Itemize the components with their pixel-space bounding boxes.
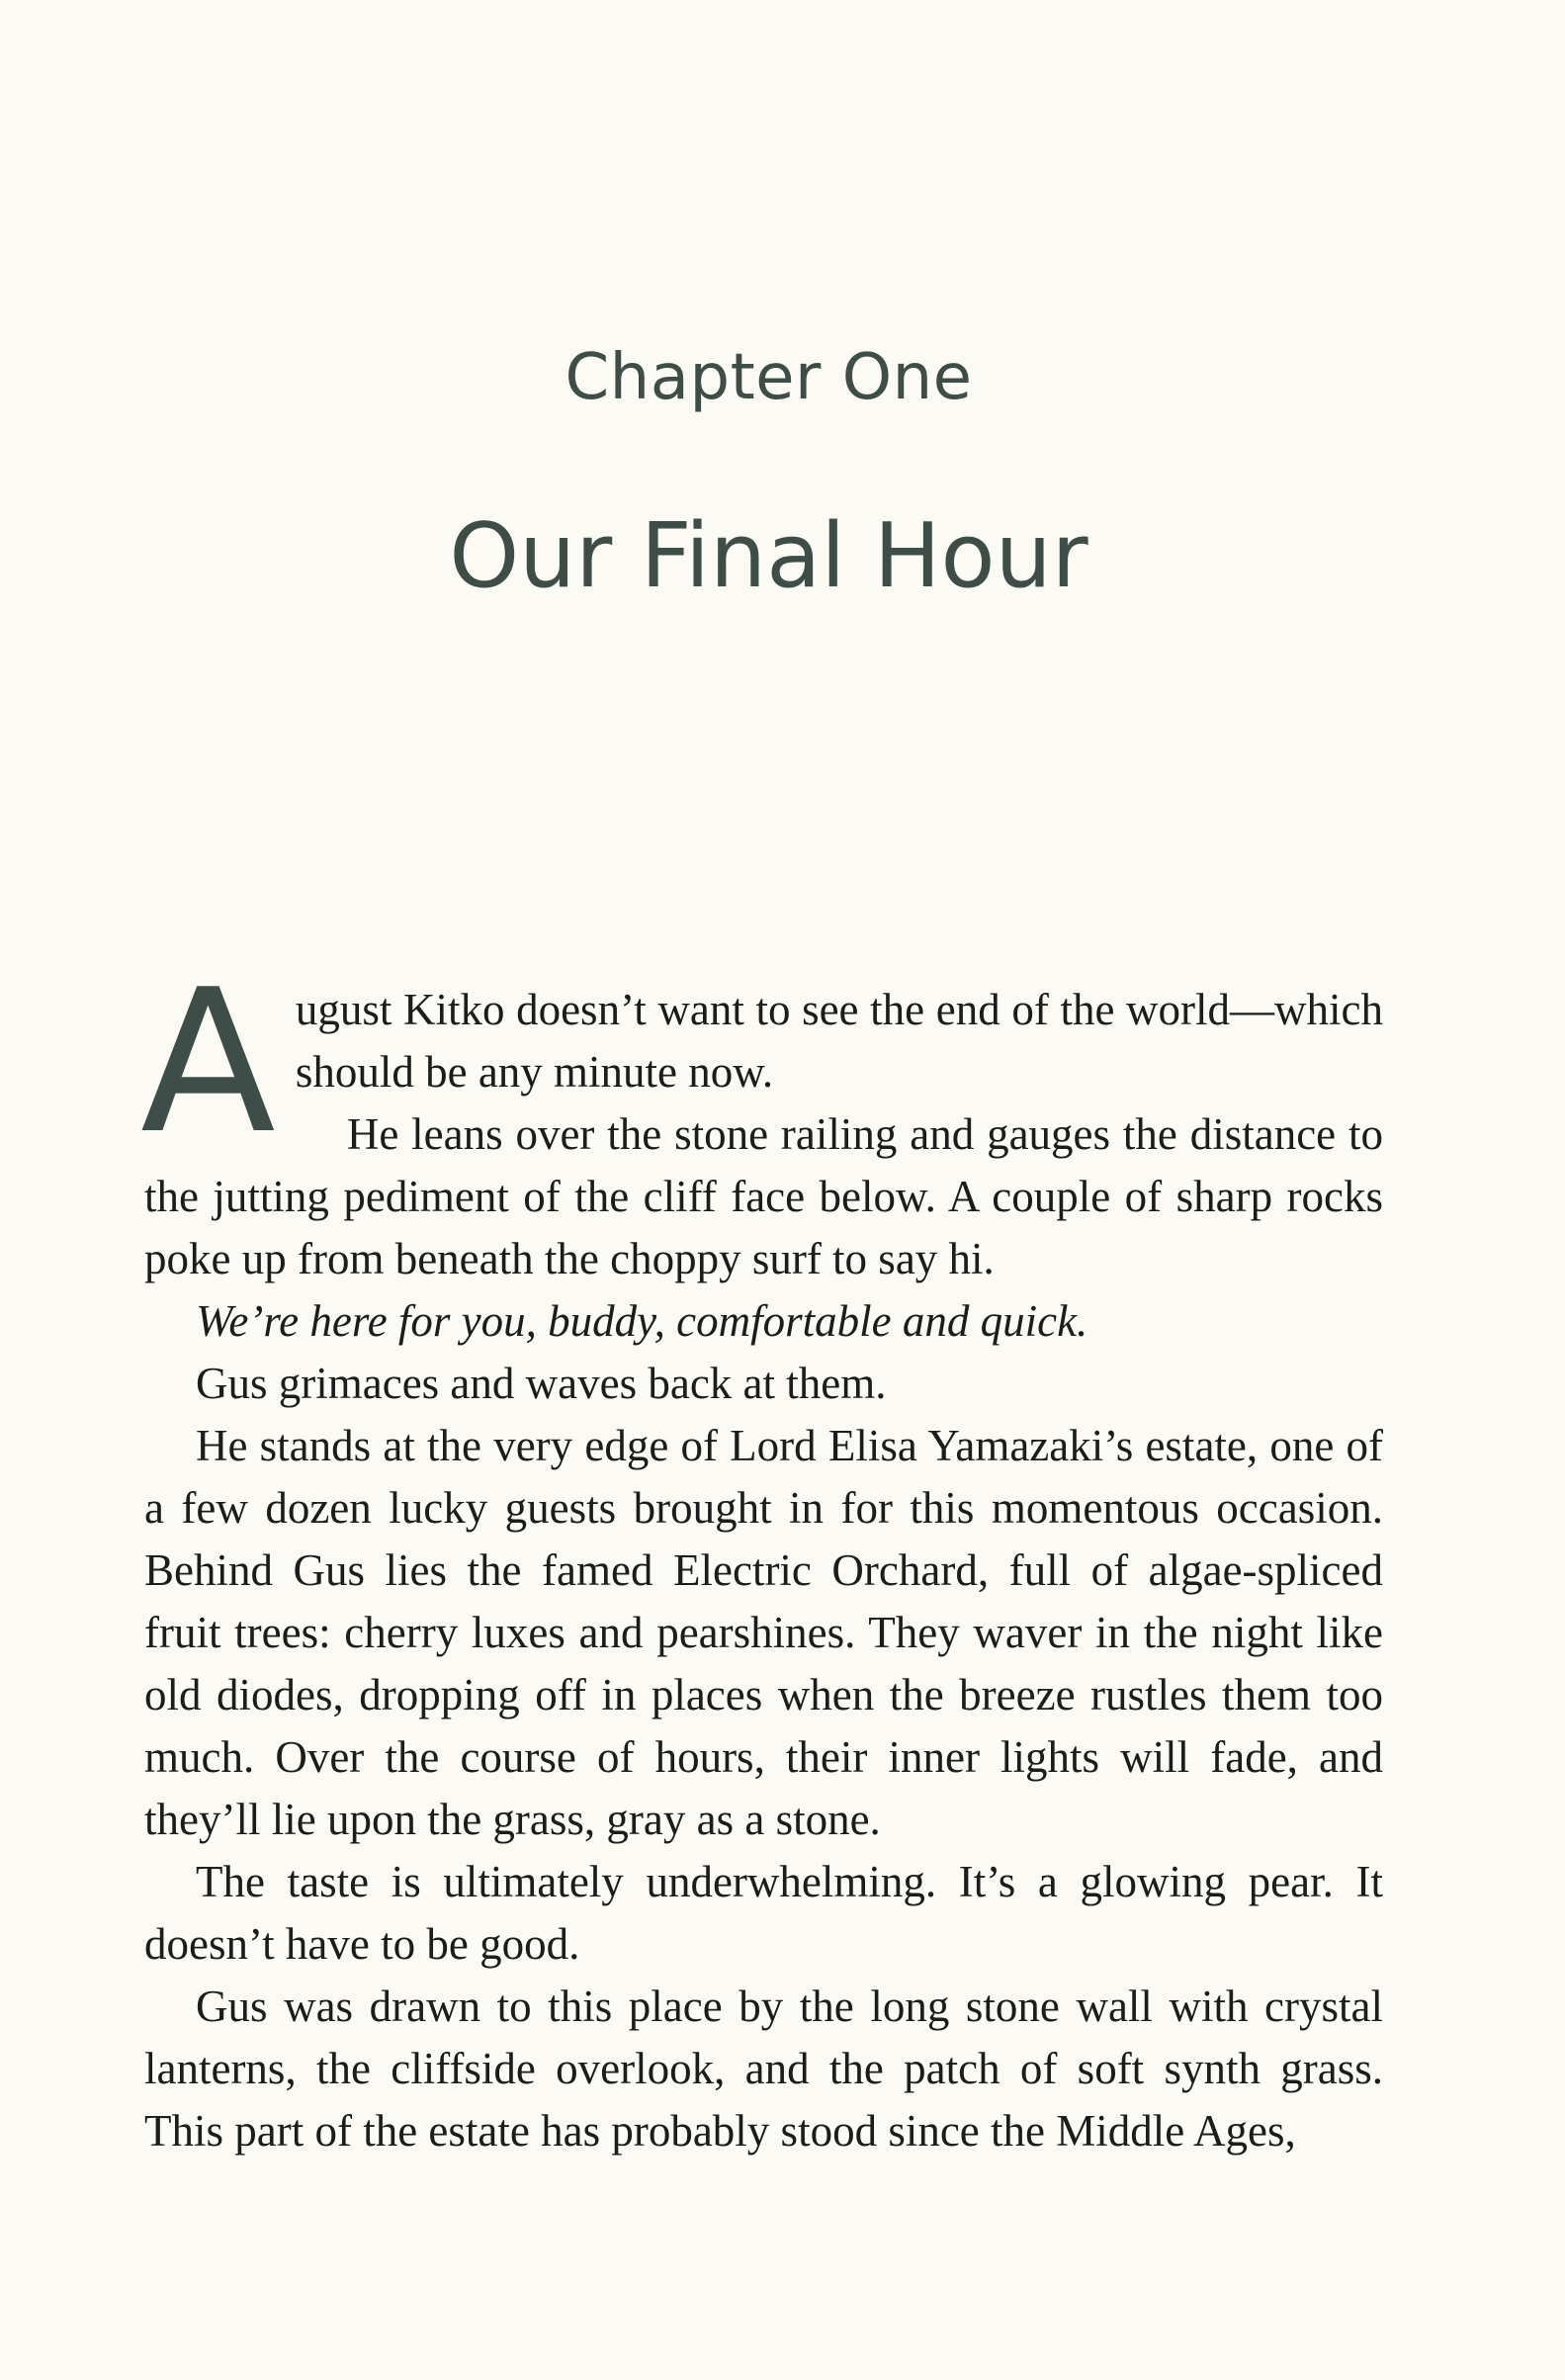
paragraph-2: He leans over the stone railing and gauges the distance to the jutting pediment of the cliff face below. A couple of sharp rocks poke up from beneath the choppy surf to say hi. — [144, 1109, 1383, 1283]
paragraph-5: He stands at the very edge of Lord Elisa Yamazaki’s estate, one of a few dozen lucky guests brought in for this momentous occasion. Behind Gus lies the famed Electric Orchard, full of algae-spliced fruit trees: cherry luxes and pearshines. They waver in the night like old diodes, dropping off in places when the breeze rustles them too much. Over the course of hours, their inner lights will fade, and they’ll lie upon the grass, gray as a stone. — [144, 1421, 1383, 1844]
chapter-title: Our Final Hour — [449, 504, 1088, 608]
paragraph-1 — [140, 947, 1383, 1178]
chapter-number: Chapter One — [565, 341, 973, 414]
paragraph-3-italic-thought: We’re here for you, buddy, comfortable and quick. — [196, 1296, 1088, 1346]
chapter-body — [140, 947, 1383, 2162]
drop-cap: A — [140, 947, 276, 1178]
paragraph-7: Gus was drawn to this place by the long stone wall with crystal lanterns, the cliffside overlook, and the patch of soft synth grass. This part of the estate has probably stood since the Middle Ages, — [144, 1982, 1383, 2156]
paragraph-1-text: ugust Kitko doesn’t want to see the end of the world—which should be any minute now. — [295, 985, 1383, 1097]
paragraph-4: Gus grimaces and waves back at them. — [196, 1359, 887, 1408]
paragraph-6: The taste is ultimately underwhelming. It’s a glowing pear. It doesn’t have to be good. — [144, 1857, 1383, 1969]
